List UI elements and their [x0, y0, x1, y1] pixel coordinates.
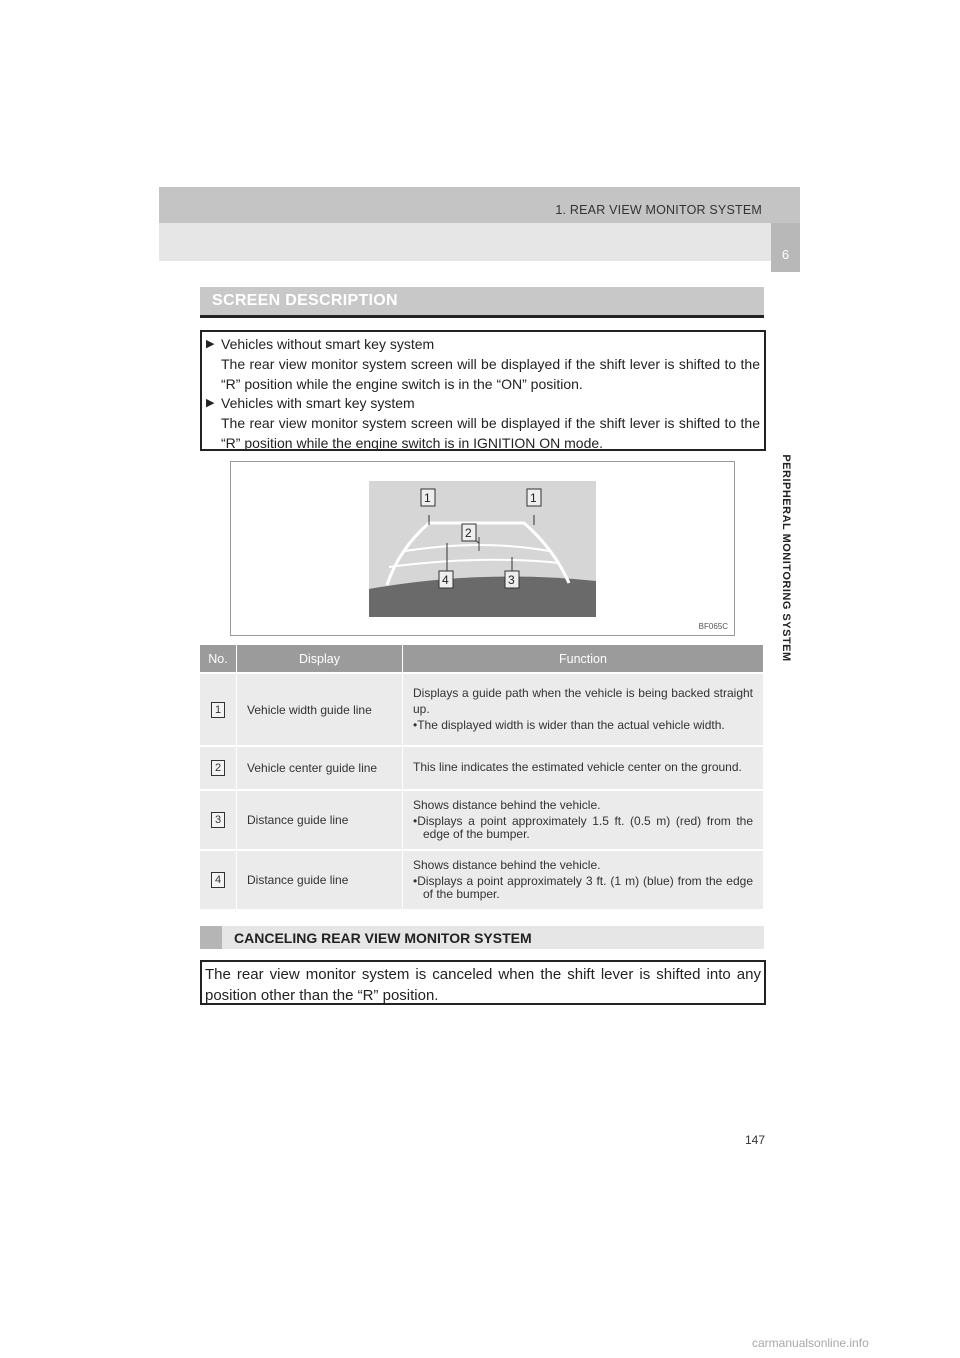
chapter-number: 6 [781, 247, 790, 262]
subsection-title: CANCELING REAR VIEW MONITOR SYSTEM [234, 930, 532, 946]
row-display: Distance guide line [237, 850, 403, 909]
subsection-title-bar [200, 926, 764, 949]
canceling-box: The rear view monitor system is canceled when the shift lever is shifted into any position other than the “R” position. [200, 960, 766, 1005]
rear-view-screen-diagram [369, 481, 596, 617]
callout-3: 3 [508, 573, 515, 587]
monitor-illustration [230, 461, 735, 636]
figure-code: BF065C [698, 622, 728, 631]
table-row [200, 673, 764, 746]
header-sub-band [159, 223, 800, 261]
section-label: 1. REAR VIEW MONITOR SYSTEM [555, 203, 762, 217]
table-row [200, 850, 764, 909]
condition-heading: Vehicles with smart key system [221, 395, 415, 411]
section-title: SCREEN DESCRIPTION [212, 292, 398, 309]
callout-4: 4 [442, 573, 449, 587]
section-title-bar [200, 287, 764, 318]
callout-1-left: 1 [424, 491, 431, 505]
row-number: 3 [200, 790, 237, 850]
function-table [200, 645, 764, 909]
row-function: Shows distance behind the vehicle. •Displays a point approximately 1.5 ft. (0.5 m) (red) from the edge of the bumper. [403, 790, 764, 850]
triangle-bullet-icon: ▶ [206, 338, 215, 350]
col-header-function: Function [403, 645, 764, 673]
callout-2: 2 [465, 526, 472, 540]
screen-description-box [200, 330, 766, 451]
row-display: Vehicle width guide line [237, 673, 403, 746]
row-function: Shows distance behind the vehicle. •Displays a point approximately 3 ft. (1 m) (blue) from the edge of the bumper. [403, 850, 764, 909]
row-display: Vehicle center guide line [237, 746, 403, 790]
table-header-row [200, 645, 764, 673]
page-number: 147 [745, 1133, 766, 1147]
condition-item [206, 393, 760, 453]
triangle-bullet-icon: ▶ [206, 397, 215, 409]
chapter-title: PERIPHERAL MONITORING SYSTEM [780, 454, 792, 662]
col-header-display: Display [237, 645, 403, 673]
condition-heading: Vehicles without smart key system [221, 336, 435, 352]
subsection-marker [200, 926, 222, 949]
running-header [159, 187, 800, 223]
row-function: Displays a guide path when the vehicle is being backed straight up. •The displayed width is wider than the actual vehicle width. [403, 673, 764, 746]
table-row [200, 790, 764, 850]
condition-item [206, 334, 760, 394]
chapter-tab [771, 223, 800, 272]
row-function: This line indicates the estimated vehicle center on the ground. [403, 746, 764, 790]
condition-text: The rear view monitor system screen will be displayed if the shift lever is shifted to the “R” position while the engine switch is in IGNITION ON mode. [221, 415, 760, 451]
row-number: 1 [200, 673, 237, 746]
col-header-no: No. [200, 645, 237, 673]
condition-text: The rear view monitor system screen will be displayed if the shift lever is shifted to the “R” position while the engine switch is in the “ON” position. [221, 356, 760, 392]
watermark: carmanualsonline.info [752, 1336, 869, 1350]
row-display: Distance guide line [237, 790, 403, 850]
row-number: 2 [200, 746, 237, 790]
row-number: 4 [200, 850, 237, 909]
table-row [200, 746, 764, 790]
callout-1-right: 1 [530, 491, 537, 505]
